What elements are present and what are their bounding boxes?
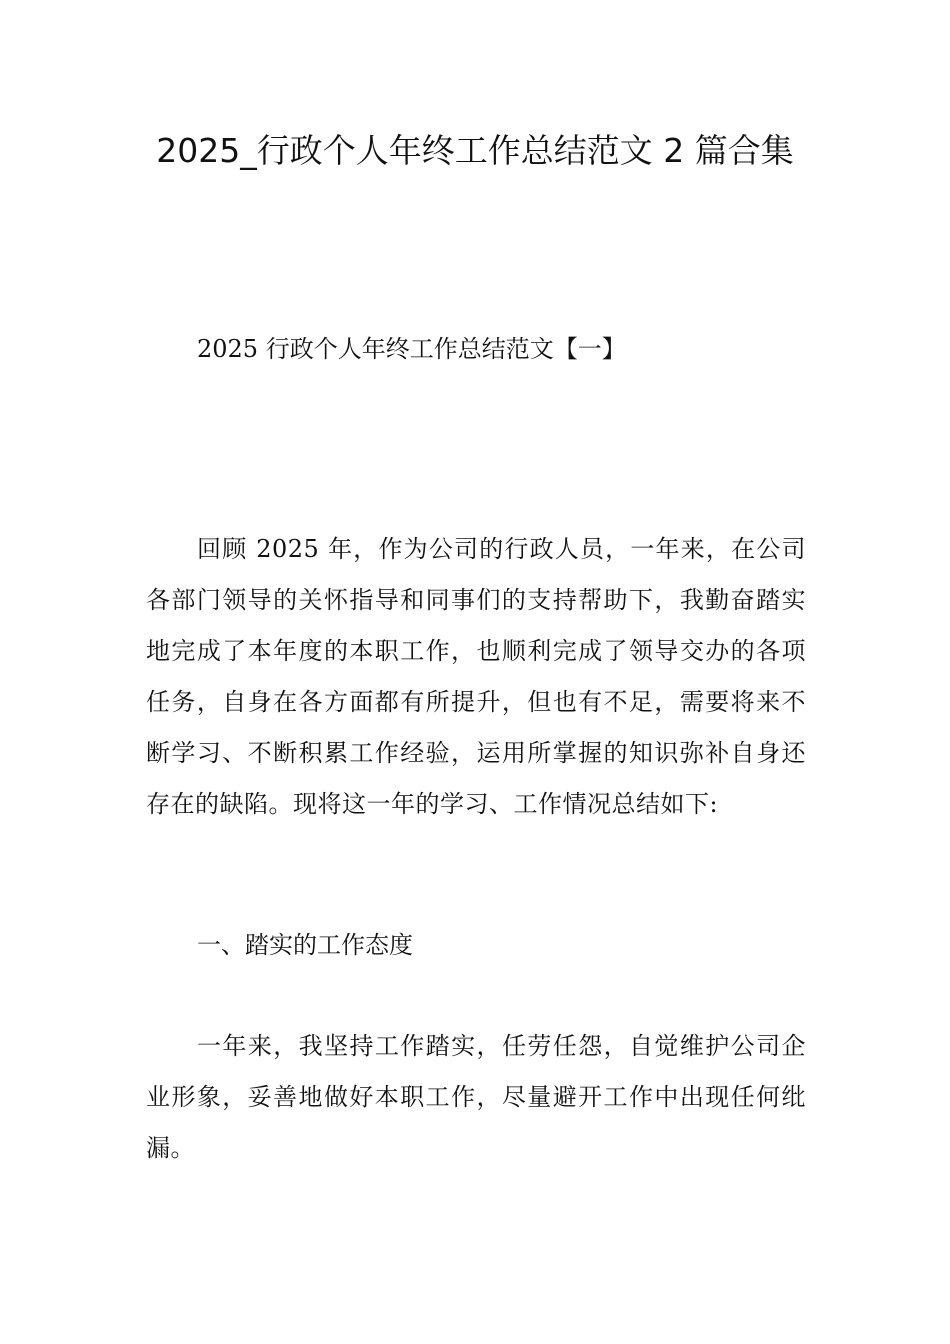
document-title: 2025_行政个人年终工作总结范文 2 篇合集 xyxy=(156,131,794,170)
body-paragraph-1: 回顾 2025 年，作为公司的行政人员，一年来，在公司各部门领导的关怀指导和同事们的支持帮助下，我勤奋踏实地完成了本年度的本职工作，也顺利完成了领导交办的各项任务，自身在各方面都有所提升，但也有不足，需要将来不断学习、不断积累工作经验，运用所掌握的知识弥补自身还存在的缺陷。现将这一年的学习、工作情况总结如下: xyxy=(146,535,806,818)
section-heading: 2025 行政个人年终工作总结范文【一】 xyxy=(197,335,626,363)
body-paragraph-2: 一年来，我坚持工作踏实，任劳任怨，自觉维护公司企业形象，妥善地做好本职工作，尽量避开工作中出现任何纰漏。 xyxy=(146,1032,806,1162)
subheading-work-attitude: 一、踏实的工作态度 xyxy=(197,931,413,959)
